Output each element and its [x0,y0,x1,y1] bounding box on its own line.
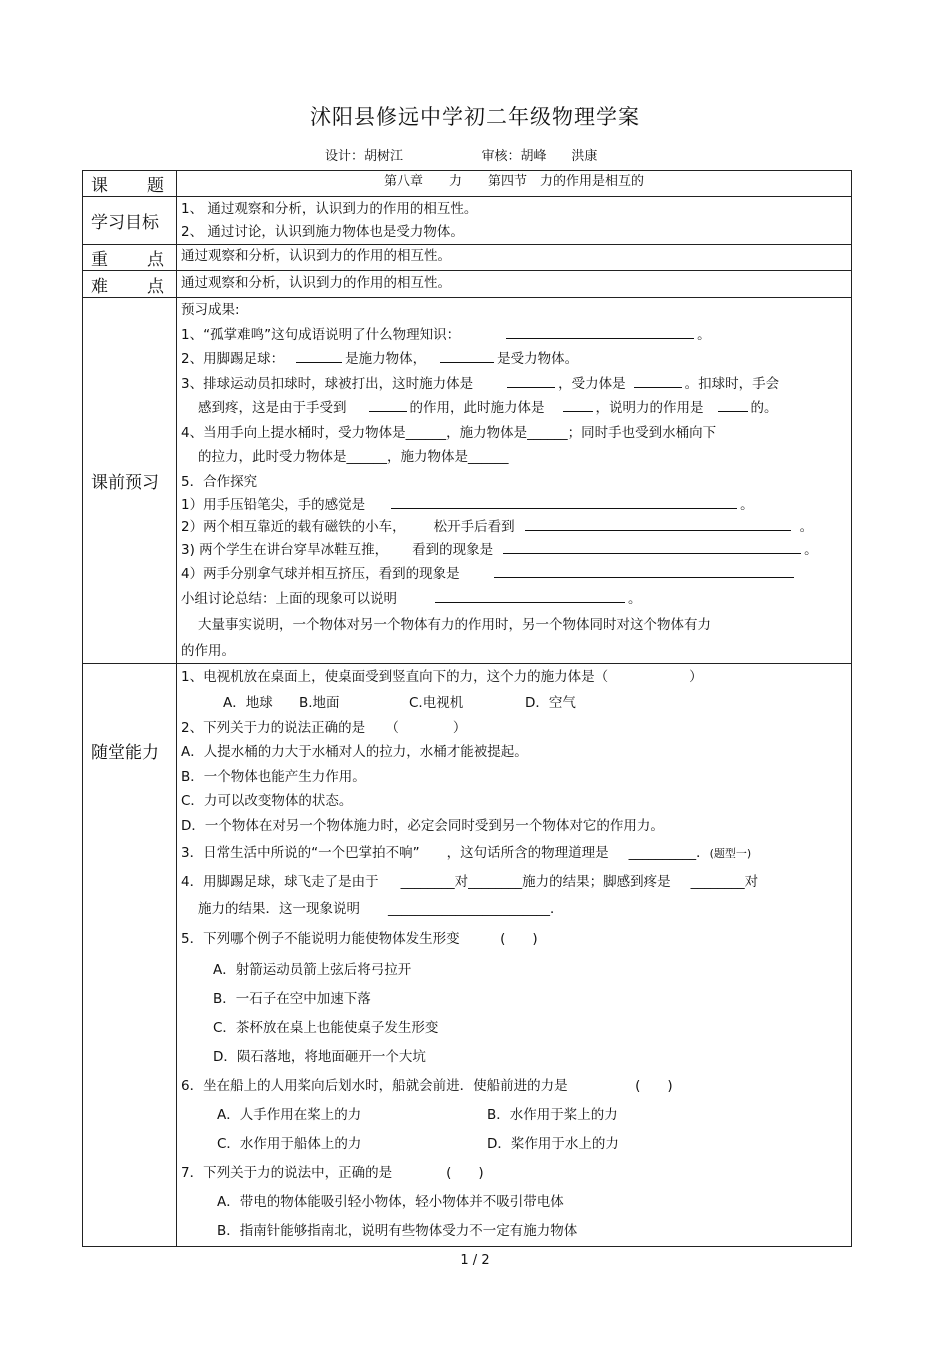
practice-q2-option: B．一个物体也能产生力作用。 [181,768,366,785]
reviewer-2: 洪康 [571,149,598,164]
option: A．地球 [223,695,273,711]
practice-q3: 3．日常生活中所说的“一个巴掌拍不响” ，这句话所含的物理道理是 __________．(题型一) [181,845,752,861]
goals-row [83,197,852,245]
goals-cell [177,197,852,245]
lesson-sheet [82,170,851,1247]
preview-summary: 小组讨论总结：上面的现象可以说明 。 [181,587,847,612]
difficult-row [83,271,852,298]
preview-conclusion: 大量事实说明，一个物体对另一个物体有力的作用时，另一个物体同时对这个物体有力 [198,616,711,633]
preview-cell [177,298,852,664]
option: B.地面 [299,695,340,711]
practice-label: 随堂能力 [83,664,177,1247]
preview-row [83,298,852,664]
practice-cell [177,664,852,1247]
option: C.电视机 [409,695,464,711]
reviewer: 审核：胡峰 [481,149,547,164]
practice-q5-option: C．茶杯放在桌上也能使桌子发生形变 [213,1020,439,1036]
preview-q4: 4、当用手向上提水桶时，受力物体是______，施力物体是______；同时手也受到水桶向下 [181,424,717,441]
key-cell [177,245,852,271]
key-label: 重 点 [83,245,177,271]
designer: 设计：胡树江 [325,149,404,164]
practice-q2-option: C．力可以改变物体的状态。 [181,793,353,809]
practice-q5-option: B．一石子在空中加速下落 [213,991,371,1007]
practice-q5-option: D．陨石落地，将地面砸开一个大坑 [213,1049,426,1065]
difficult-label: 难 点 [83,271,177,298]
difficult-cell [177,271,852,298]
topic-cell [177,171,852,197]
practice-q7-option: B．指南针能够指南北，说明有些物体受力不一定有施力物体 [217,1223,578,1239]
preview-q5-2: 2）两个相互靠近的载有磁铁的小车， 松开手后看到 。 [181,516,847,539]
goal-item: 1、 通过观察和分析，认识到力的作用的相互性。 [181,201,478,217]
option: A．人手作用在桨上的力 [217,1107,362,1123]
preview-q3: 3、排球运动员扣球时，球被打出，这时施力体是 ，受力体是 。扣球时，手会 [181,372,847,397]
preview-q4-cont: 的拉力，此时受力物体是______，施力物体是______ [198,449,509,465]
preview-heading: 预习成果: [181,302,240,318]
practice-q5: 5．下列哪个例子不能说明力能使物体发生形变 ( ) [181,931,538,947]
topic-row [83,171,852,197]
difficult-text: 通过观察和分析，认识到力的作用的相互性。 [181,275,451,291]
topic-label: 课 题 [83,171,177,197]
practice-q2: 2、下列关于力的说法正确的是 （ ） [181,719,467,736]
practice-q4-cont: 施力的结果．这一现象说明 ________________________． [198,901,564,917]
lesson-table [82,170,852,1247]
key-row [83,245,852,271]
option: B．水作用于桨上的力 [487,1107,618,1123]
option: D．空气 [525,695,576,711]
preview-label: 课前预习 [83,298,177,664]
practice-q1: 1、电视机放在桌面上，使桌面受到竖直向下的力，这个力的施力体是（ ） [181,669,703,685]
preview-q5-1: 1）用手压铅笔尖，手的感觉是 。 [181,494,847,516]
preview-q5-4: 4）两手分别拿气球并相互挤压，看到的现象是 [181,562,847,587]
practice-q2-option: A．人提水桶的力大于水桶对人的拉力，水桶才能被提起。 [181,744,528,760]
practice-q7-option: A．带电的物体能吸引轻小物体，轻小物体并不吸引带电体 [217,1194,564,1210]
document-title: 沭阳县修远中学初二年级物理学案 [310,105,640,129]
goals-label: 学习目标 [83,197,177,245]
practice-q5-option: A．射箭运动员箭上弦后将弓拉开 [213,962,412,978]
preview-q1: 1、“孤掌难鸣”这句成语说明了什么物理知识： 。 [181,323,847,348]
preview-q5-3: 3) 两个学生在讲台穿旱冰鞋互推， 看到的现象是 。 [181,539,847,562]
practice-q1-options [181,691,847,716]
preview-conclusion-cont: 的作用。 [181,642,235,659]
practice-q6-options-1 [181,1101,847,1130]
preview-q2: 2、用脚踢足球： 是施力物体， 是受力物体。 [181,347,847,372]
practice-q6: 6．坐在船上的人用桨向后划水时，船就会前进．使船前进的力是 ( ) [181,1078,673,1094]
practice-q7: 7．下列关于力的说法中，正确的是 ( ) [181,1165,484,1181]
topic-text: 第八章 力 第四节 力的作用是相互的 [383,174,644,189]
key-text: 通过观察和分析，认识到力的作用的相互性。 [181,248,451,264]
goal-item: 2、 通过讨论，认识到施力物体也是受力物体。 [181,224,464,240]
credits-line [325,145,597,164]
practice-q2-option: D．一个物体在对另一个物体施力时，必定会同时受到另一个物体对它的作用力。 [181,817,664,834]
preview-q3-cont: 感到疼，这是由于手受到 的作用，此时施力体是 ，说明力的作用是 的。 [181,396,847,421]
option: C．水作用于船体上的力 [217,1136,362,1152]
preview-q5: 5．合作探究 [181,473,258,490]
practice-row [83,664,852,1247]
practice-q4: 4．用脚踢足球，球飞走了是由于 ________对________施力的结果；脚感到疼是 ________对 [181,874,759,890]
page-number: 1 / 2 [460,1253,490,1268]
option: D．桨作用于水上的力 [487,1136,619,1152]
practice-q6-options-2 [181,1130,847,1159]
